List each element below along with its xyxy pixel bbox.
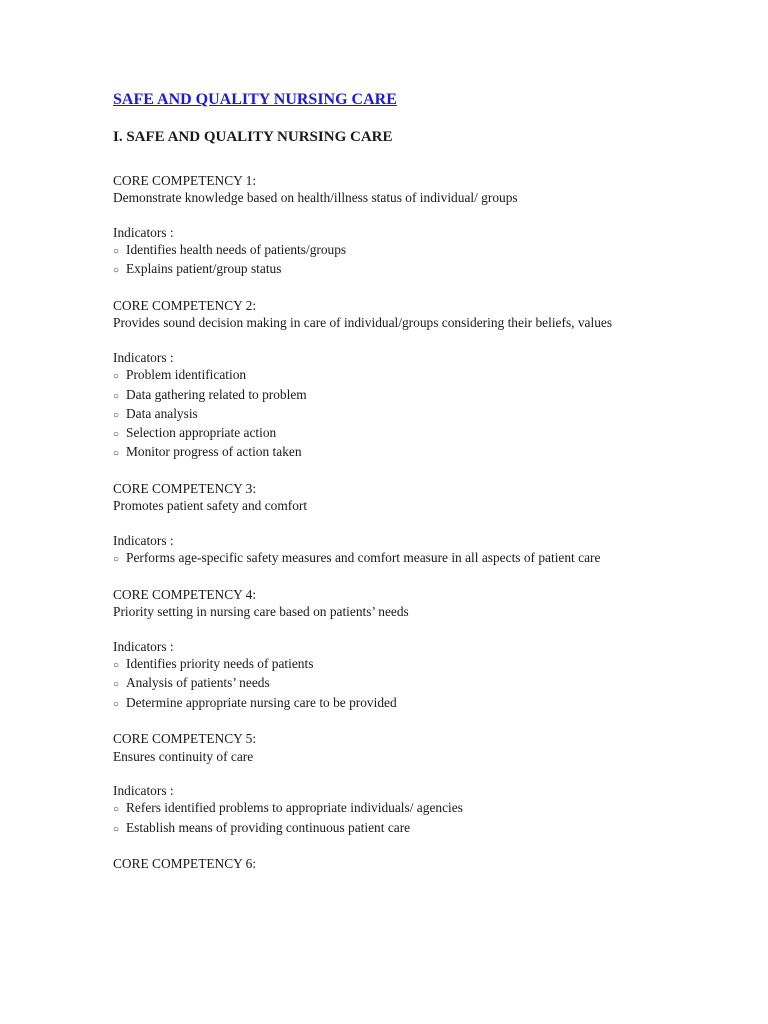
- indicator-text: Selection appropriate action: [126, 425, 277, 441]
- competency-block: [113, 480, 653, 568]
- indicators-label: Indicators :: [113, 532, 174, 548]
- indicator-item: [113, 386, 653, 405]
- competency-list: [113, 172, 653, 873]
- circle-bullet-icon: ○: [113, 660, 120, 672]
- indicator-text: Monitor progress of action taken: [126, 444, 302, 460]
- indicator-text: Refers identified problems to appropriate individuals/ agencies: [126, 800, 463, 816]
- indicator-text: Explains patient/group status: [126, 261, 282, 277]
- competency-title: CORE COMPETENCY 2:: [113, 298, 257, 314]
- circle-bullet-icon: ○: [113, 679, 120, 691]
- document-page: [113, 90, 653, 873]
- indicator-text: Analysis of patients’ needs: [126, 675, 270, 691]
- indicator-item: [113, 241, 653, 260]
- circle-bullet-icon: ○: [113, 265, 120, 277]
- indicator-item: [113, 405, 653, 424]
- competency-title: CORE COMPETENCY 6:: [113, 856, 257, 872]
- indicators-label: Indicators :: [113, 783, 174, 799]
- competency-title: CORE COMPETENCY 5:: [113, 731, 257, 747]
- indicator-text: Data gathering related to problem: [126, 386, 307, 402]
- competency-block: [113, 855, 653, 872]
- indicator-item: [113, 366, 653, 385]
- indicators-label: Indicators :: [113, 224, 174, 240]
- competency-description: Ensures continuity of care: [113, 748, 254, 764]
- circle-bullet-icon: ○: [113, 390, 120, 402]
- competency-block: [113, 297, 653, 463]
- indicator-item: [113, 549, 653, 568]
- indicator-item: [113, 674, 653, 693]
- circle-bullet-icon: ○: [113, 823, 120, 835]
- circle-bullet-icon: ○: [113, 554, 120, 566]
- competency-block: [113, 586, 653, 713]
- competency-title: CORE COMPETENCY 4:: [113, 586, 257, 602]
- indicator-text: Identifies priority needs of patients: [126, 656, 314, 672]
- circle-bullet-icon: ○: [113, 804, 120, 816]
- indicator-item: [113, 819, 653, 838]
- indicator-item: [113, 260, 653, 279]
- indicator-text: Determine appropriate nursing care to be provided: [126, 694, 397, 710]
- circle-bullet-icon: ○: [113, 698, 120, 710]
- circle-bullet-icon: ○: [113, 371, 120, 383]
- competency-title: CORE COMPETENCY 3:: [113, 481, 257, 497]
- indicator-text: Performs age-specific safety measures and comfort measure in all aspects of patient care: [126, 550, 601, 566]
- indicator-item: [113, 655, 653, 674]
- competency-block: [113, 172, 653, 280]
- circle-bullet-icon: ○: [113, 409, 120, 421]
- indicator-text: Establish means of providing continuous patient care: [126, 819, 411, 835]
- indicator-item: [113, 424, 653, 443]
- competency-description: Promotes patient safety and comfort: [113, 498, 308, 514]
- competency-description: Provides sound decision making in care of individual/groups considering their beliefs, values: [113, 315, 613, 331]
- indicators-label: Indicators :: [113, 349, 174, 365]
- competency-description: Demonstrate knowledge based on health/illness status of individual/ groups: [113, 190, 518, 206]
- circle-bullet-icon: ○: [113, 429, 120, 441]
- section-heading: I. SAFE AND QUALITY NURSING CARE: [113, 129, 393, 145]
- indicator-item: [113, 799, 653, 818]
- indicators-label: Indicators :: [113, 638, 174, 654]
- competency-description: Priority setting in nursing care based on patients’ needs: [113, 604, 409, 620]
- competency-title: CORE COMPETENCY 1:: [113, 173, 257, 188]
- document-title-link[interactable]: SAFE AND QUALITY NURSING CARE: [113, 91, 397, 108]
- indicator-text: Problem identification: [126, 367, 247, 383]
- circle-bullet-icon: ○: [113, 448, 120, 460]
- circle-bullet-icon: ○: [113, 246, 120, 258]
- indicator-item: [113, 694, 653, 713]
- indicator-text: Identifies health needs of patients/groups: [126, 242, 347, 258]
- indicator-item: [113, 443, 653, 462]
- competency-block: [113, 730, 653, 838]
- indicator-text: Data analysis: [126, 405, 198, 421]
